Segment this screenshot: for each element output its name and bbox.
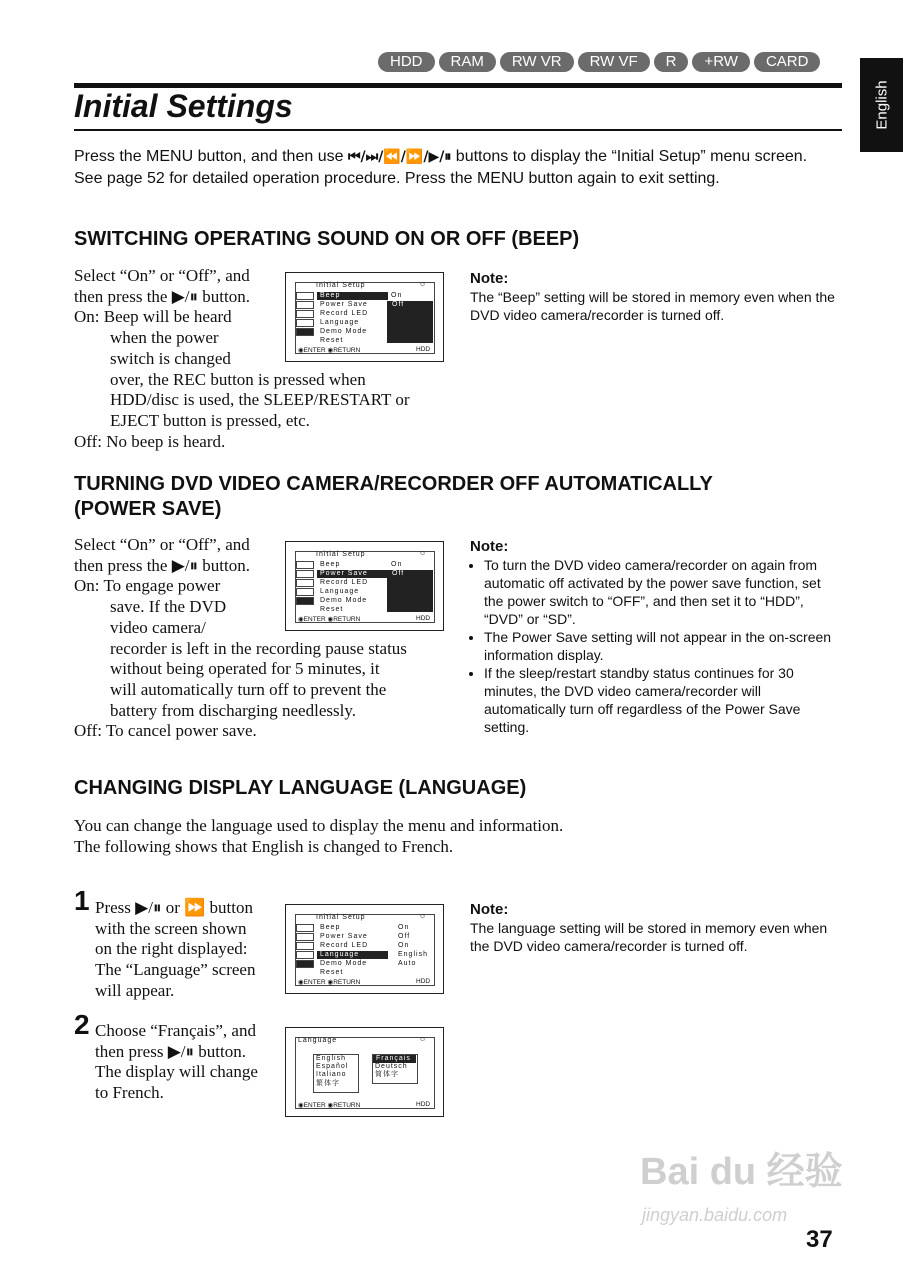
language-menu-screen (285, 904, 444, 994)
step-line: with the screen shown (95, 918, 247, 938)
value-language: English (398, 951, 428, 958)
note-item: • To turn the DVD video camera/recorder on again from automatic off activated by the power save function, set the power switch to “OFF”, and then set it to “HDD”, “DVD” or “SD”. (484, 556, 842, 628)
media-tab-ram: RAM (439, 52, 496, 72)
language-option-english: English (316, 1055, 346, 1062)
power-save-heading-line2: (POWER SAVE) (74, 498, 222, 520)
language-intro (74, 816, 563, 857)
menu-icon-column (296, 292, 314, 337)
beep-line: On: Beep will be heard (74, 307, 232, 327)
step-line: will appear. (95, 980, 175, 1000)
step-1-number: 1 (74, 885, 90, 916)
menu-item-record-led: Record LED (320, 942, 369, 949)
note-title: Note: (470, 270, 509, 287)
power-line: without being operated for 5 minutes, it (110, 659, 380, 679)
power-line: will automatically turn off to prevent the (110, 679, 387, 699)
card-icon (296, 951, 314, 959)
media-tab-rw-vr: RW VR (500, 52, 574, 72)
beep-line: then press the ▶/⏸ button. (74, 286, 250, 306)
enter-hint: ◉ENTER ◉RETURN (298, 979, 361, 986)
mode-indicator: HDD (416, 346, 431, 353)
step-line: The “Language” screen (95, 960, 256, 980)
enter-hint: ◉ENTER ◉RETURN (298, 347, 361, 354)
step-1-text (95, 898, 255, 1002)
language-option-francais: Français (373, 1055, 416, 1063)
media-tab-r: R (654, 52, 689, 72)
media-tabs (378, 52, 820, 72)
intro-paragraph (74, 146, 834, 189)
language-option-trad-chinese: 繁体字 (316, 1080, 340, 1087)
beep-line: switch is changed (110, 348, 231, 368)
camera-icon: ☺ (419, 1036, 428, 1043)
disc-icon (296, 310, 314, 318)
card-icon (296, 319, 314, 327)
step-line: Choose “Français”, and (95, 1021, 256, 1040)
language-select-screen (285, 1027, 444, 1117)
wrench-icon (296, 328, 314, 336)
power-line: video camera/ (110, 617, 206, 637)
menu-item-demo-mode: Demo Mode (320, 960, 368, 967)
setup-icon (296, 924, 314, 932)
picture-icon (296, 933, 314, 941)
language-side-tab (860, 58, 903, 152)
power-save-note (470, 538, 842, 736)
card-icon (296, 588, 314, 596)
value-record-led: On (398, 942, 410, 949)
setup-icon (296, 292, 314, 300)
menu-item-power-save: Power Save (317, 570, 388, 578)
media-tab-hdd: HDD (378, 52, 435, 72)
menu-item-language: Language (317, 951, 388, 959)
note-text: The language setting will be stored in memory even when the DVD video camera/recorder is turned off. (470, 920, 828, 954)
language-note (470, 901, 842, 955)
menu-item-reset: Reset (320, 606, 344, 613)
value-demo-mode: Auto (398, 960, 417, 967)
value-beep: On (398, 924, 410, 931)
power-line: Select “On” or “Off”, and (74, 535, 250, 554)
step-line: then press ▶/⏸ button. (95, 1041, 246, 1061)
menu-item-record-led: Record LED (320, 310, 369, 317)
beep-heading: SWITCHING OPERATING SOUND ON OR OFF (BEEP) (74, 228, 580, 250)
control-buttons-icon: ⏮/⏭/⏪/⏩/▶/⏸ (347, 149, 452, 165)
menu-item-language: Language (320, 319, 360, 326)
step-2-text (95, 1021, 258, 1104)
language-option-espanol: Español (316, 1063, 349, 1070)
mode-indicator: HDD (416, 615, 431, 622)
option-off: Off (389, 301, 432, 309)
picture-icon (296, 301, 314, 309)
language-intro-line: You can change the language used to display the menu and information. (74, 816, 564, 835)
step-line: to French. (95, 1083, 164, 1103)
power-line: then press the ▶/⏸ button. (74, 555, 250, 575)
media-tab-rw-vf: RW VF (578, 52, 650, 72)
menu-item-demo-mode: Demo Mode (320, 328, 368, 335)
menu-title: Initial Setup (316, 282, 366, 289)
note-item: • The Power Save setting will not appear in the on-screen information display. (484, 628, 842, 664)
power-save-heading (74, 472, 713, 522)
menu-item-language: Language (320, 588, 360, 595)
step-line: on the right displayed: (95, 939, 248, 959)
menu-title: Language (298, 1037, 338, 1044)
language-option-deutsch: Deutsch (375, 1063, 408, 1070)
beep-line: HDD/disc is used, the SLEEP/RESTART or (110, 390, 410, 410)
camera-icon: ☺ (419, 281, 428, 288)
disc-icon (296, 942, 314, 950)
baidu-watermark-url: jingyan.baidu.com (642, 1205, 788, 1225)
enter-hint: ◉ENTER ◉RETURN (298, 616, 361, 623)
beep-line: when the power (110, 328, 219, 348)
language-option-italiano: Italiano (316, 1071, 347, 1078)
power-line: recorder is left in the recording pause status (110, 638, 407, 658)
menu-item-power-save: Power Save (320, 301, 368, 308)
beep-line: EJECT button is pressed, etc. (110, 410, 310, 430)
mode-indicator: HDD (416, 978, 431, 985)
menu-icon-column (296, 561, 314, 606)
step-2-number: 2 (74, 1009, 90, 1040)
language-option-simp-chinese: 简体字 (375, 1071, 399, 1078)
page-number: 37 (806, 1226, 833, 1253)
menu-item-power-save: Power Save (320, 933, 368, 940)
menu-item-reset: Reset (320, 969, 344, 976)
mode-indicator: HDD (416, 1101, 431, 1108)
menu-item-beep: Beep (320, 561, 341, 568)
side-tab-label: English (873, 80, 890, 130)
power-line: battery from discharging needlessly. (110, 700, 356, 720)
page-title: Initial Settings (74, 88, 293, 124)
power-line: On: To engage power (74, 576, 221, 596)
beep-note (470, 270, 842, 324)
power-line: Off: To cancel power save. (74, 721, 257, 741)
power-line: save. If the DVD (110, 597, 227, 617)
title-rule (74, 129, 842, 131)
menu-frame (295, 914, 435, 986)
beep-line: over, the REC button is pressed when (110, 369, 366, 389)
intro-after: buttons to display the “Initial Setup” menu screen. See page 52 for detailed operation procedure. Press the MENU button again to exit setting. (74, 148, 808, 187)
language-heading: CHANGING DISPLAY LANGUAGE (LANGUAGE) (74, 777, 527, 799)
intro-before: Press the MENU button, and then use (74, 148, 348, 165)
menu-item-beep: Beep (317, 292, 388, 300)
language-intro-line: The following shows that English is changed to French. (74, 836, 454, 856)
wrench-icon (296, 960, 314, 968)
option-on: On (391, 561, 403, 568)
menu-item-demo-mode: Demo Mode (320, 597, 368, 604)
baidu-watermark: Bai du 经验 (640, 1151, 843, 1193)
step-line: Press ▶/⏸ or ⏩ button (95, 898, 253, 917)
note-list (470, 556, 842, 736)
value-power-save: Off (398, 933, 411, 940)
setup-icon (296, 561, 314, 569)
power-save-menu-screen (285, 541, 444, 631)
note-text: The “Beep” setting will be stored in memory even when the DVD video camera/recorder is turned off. (470, 289, 835, 323)
camera-icon: ☺ (419, 913, 428, 920)
menu-icon-column (296, 924, 314, 969)
menu-title: Initial Setup (316, 914, 366, 921)
beep-line: Select “On” or “Off”, and (74, 266, 250, 285)
note-title: Note: (470, 538, 509, 555)
note-title: Note: (470, 901, 509, 918)
disc-icon (296, 579, 314, 587)
camera-icon: ☺ (419, 550, 428, 557)
menu-item-reset: Reset (320, 337, 344, 344)
enter-hint: ◉ENTER ◉RETURN (298, 1102, 361, 1109)
option-off: Off (389, 570, 432, 578)
menu-title: Initial Setup (316, 551, 366, 558)
note-item: • If the sleep/restart standby status continues for 30 minutes, the DVD video camera/recorder will automatically turn off regardless of the Power Save setting. (484, 664, 842, 736)
menu-item-record-led: Record LED (320, 579, 369, 586)
step-line: The display will change (95, 1062, 258, 1082)
media-tab-card: CARD (754, 52, 821, 72)
menu-item-beep: Beep (320, 924, 341, 931)
picture-icon (296, 570, 314, 578)
beep-menu-screen (285, 272, 444, 362)
media-tab-plus-rw: +RW (692, 52, 749, 72)
option-on: On (391, 292, 403, 299)
power-save-heading-line1: TURNING DVD VIDEO CAMERA/RECORDER OFF AUTOMATICALLY (74, 473, 713, 495)
beep-line: Off: No beep is heard. (74, 431, 226, 451)
wrench-icon (296, 597, 314, 605)
